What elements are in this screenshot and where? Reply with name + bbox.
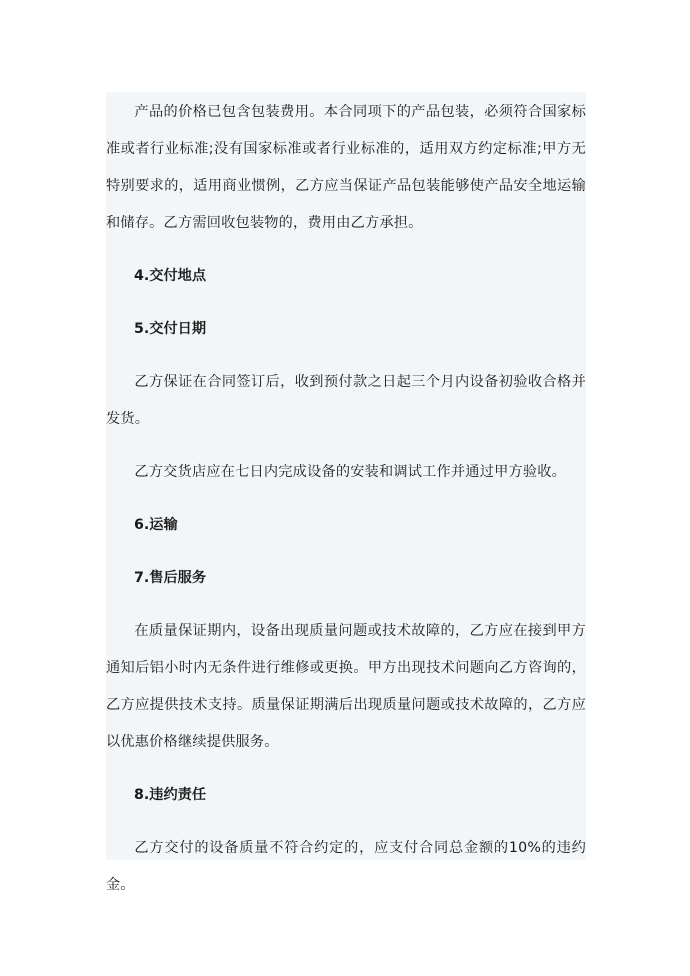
heading-transport: 6.运输 <box>134 517 178 533</box>
paragraph-liability: 乙方交付的设备质量不符合约定的，应支付合同总金额的10%的违约金。 <box>106 840 586 893</box>
document-body <box>106 92 586 904</box>
heading-after-sales: 7.售后服务 <box>134 570 207 586</box>
paragraph-installation: 乙方交货店应在七日内完成设备的安装和调试工作并通过甲方验收。 <box>134 464 567 480</box>
paragraph-after-sales: 在质量保证期内，设备出现质量问题或技术故障的，乙方应在接到甲方通知后铝小时内无条件进行维修或更换。甲方出现技术问题向乙方咨询的，乙方应提供技术支持。质量保证期满后出现质量问题或技术故障的，乙方应以优惠价格继续提供服务。 <box>106 623 586 750</box>
heading-delivery-location: 4.交付地点 <box>134 268 207 284</box>
paragraph-packaging: 产品的价格已包含包装费用。本合同项下的产品包装，必须符合国家标准或者行业标准;没有国家标准或者行业标准的，适用双方约定标准;甲方无特别要求的，适用商业惯例，乙方应当保证产品包装能够使产品安全地运输和储存。乙方需回收包装物的，费用由乙方承担。 <box>106 104 586 231</box>
heading-liability: 8.违约责任 <box>134 787 207 803</box>
heading-delivery-date: 5.交付日期 <box>134 321 207 337</box>
paragraph-delivery-date: 乙方保证在合同签订后，收到预付款之日起三个月内设备初验收合格并发货。 <box>106 374 586 427</box>
